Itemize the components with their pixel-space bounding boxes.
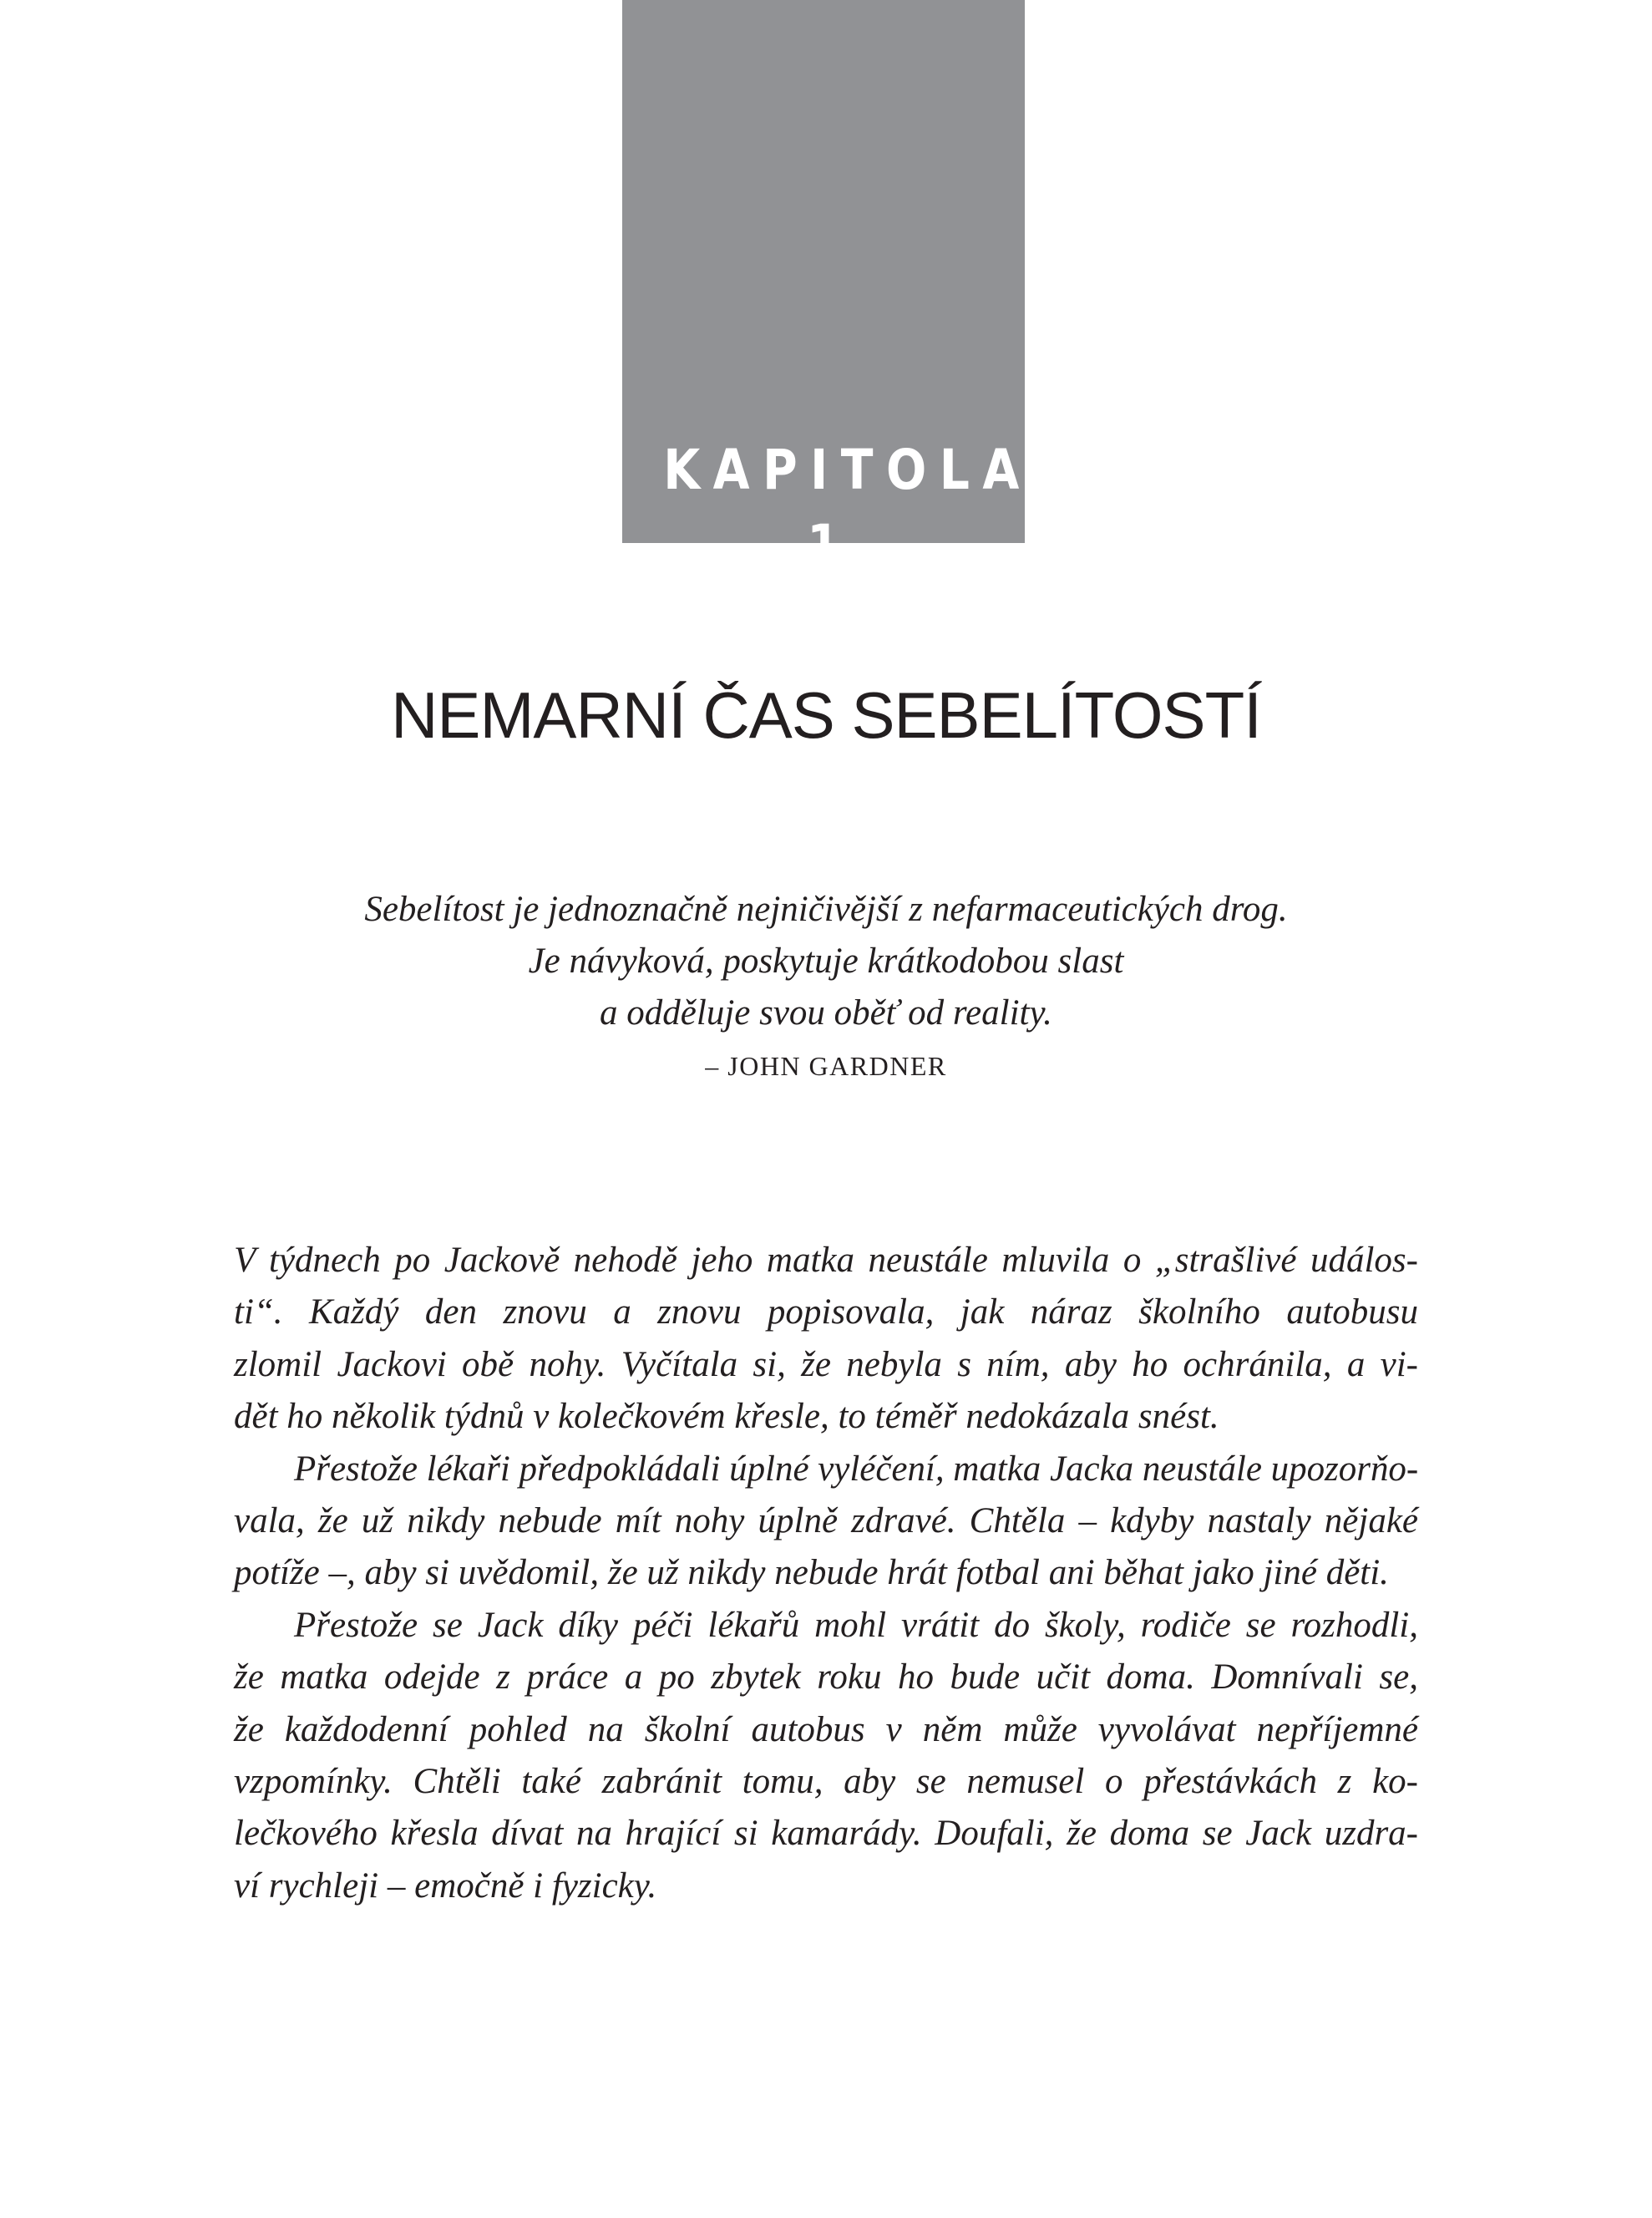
body-text bbox=[234, 1235, 1418, 1912]
text-line: že matka odejde z práce a po zbytek roku ho bude učit doma. Domnívali se, bbox=[234, 1657, 1418, 1698]
text-line: vzpomínky. Chtěli také zabránit tomu, aby se nemusel o přestávkách z ko- bbox=[234, 1762, 1418, 1802]
epigraph-line: Je návyková, poskytuje krátkodobou slast bbox=[528, 942, 1124, 981]
paragraph bbox=[234, 1444, 1418, 1600]
epigraph-line: Sebelítost je jednoznačně nejničivější z nefarmaceutických drog. bbox=[364, 890, 1288, 929]
text-line: potíže –, aby si uvědomil, že už nikdy nebude hrát fotbal ani běhat jako jiné děti. bbox=[234, 1553, 1389, 1593]
epigraph-line: a odděluje svou oběť od reality. bbox=[600, 993, 1052, 1033]
chapter-header-box bbox=[622, 0, 1032, 577]
epigraph bbox=[0, 884, 1652, 1091]
epigraph-author: – JOHN GARDNER bbox=[705, 1051, 947, 1081]
paragraph bbox=[234, 1235, 1418, 1444]
text-line: zlomil Jackovi obě nohy. Vyčítala si, že nebyla s ním, aby ho ochránila, a vi- bbox=[234, 1344, 1418, 1384]
text-line: že každodenní pohled na školní autobus v něm může vyvolávat nepříjemné bbox=[234, 1709, 1418, 1749]
text-line: dět ho několik týdnů v kolečkovém křesle, to téměř nedokázala snést. bbox=[234, 1397, 1219, 1437]
paragraph bbox=[234, 1600, 1418, 1912]
text-line: V týdnech po Jackově nehodě jeho matka neustále mluvila o „strašlivé událos- bbox=[234, 1241, 1418, 1280]
text-line: ví rychleji – emočně i fyzicky. bbox=[234, 1865, 657, 1906]
text-line: vala, že už nikdy nebude mít nohy úplně zdravé. Chtěla – kdyby nastaly nějaké bbox=[234, 1501, 1418, 1541]
text-line: lečkového křesla dívat na hrající si kamarády. Doufali, že doma se Jack uzdra- bbox=[234, 1814, 1418, 1854]
chapter-label: KAPITOLA 1 bbox=[663, 438, 1032, 577]
text-line: Přestože lékaři předpokládali úplné vyléčení, matka Jacka neustále upozorňo- bbox=[294, 1449, 1419, 1489]
text-line: Přestože se Jack díky péči lékařů mohl vrátit do školy, rodiče se rozhodli, bbox=[294, 1605, 1418, 1645]
text-line: ti“. Každý den znovu a znovu popisovala, jak náraz školního autobusu bbox=[234, 1292, 1418, 1332]
chapter-title: NEMARNÍ ČAS SEBELÍTOSTÍ bbox=[391, 678, 1261, 752]
